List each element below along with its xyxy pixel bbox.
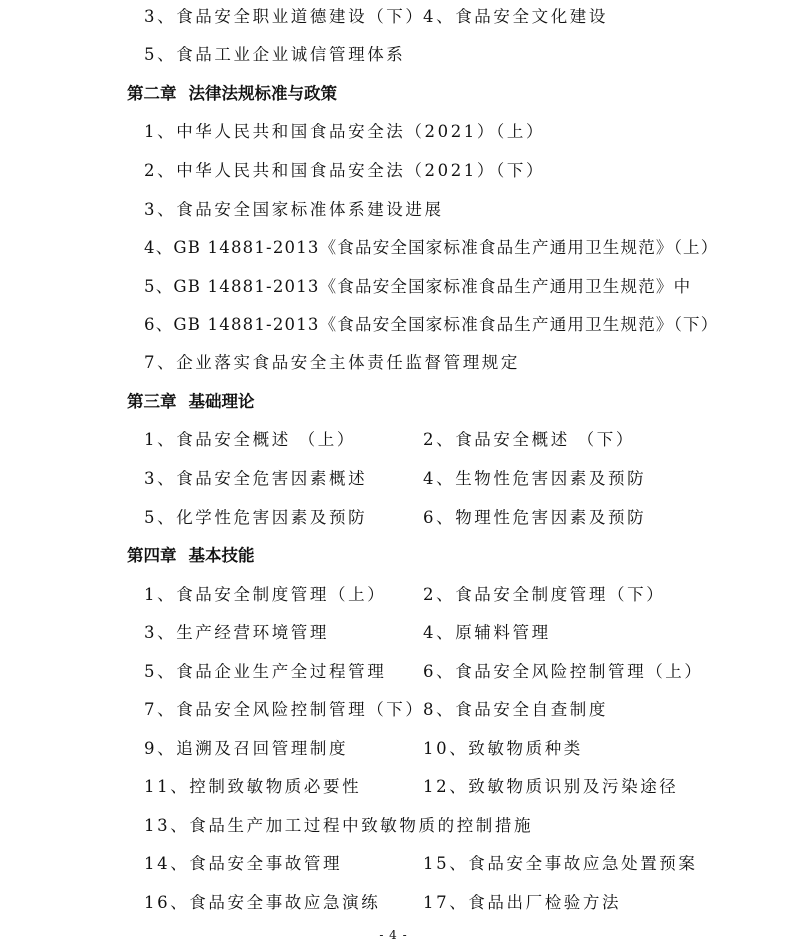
list-item: 11、控制致敏物质必要性 (144, 777, 362, 796)
list-item: 16、食品安全事故应急演练 (144, 893, 381, 912)
chapter-heading (127, 543, 255, 569)
list-item: 2、食品安全概述 （下） (423, 430, 635, 449)
list-item: 4、原辅料管理 (423, 623, 551, 642)
chapter-title: 基础理论 (188, 392, 255, 411)
chapter-title: 基本技能 (188, 546, 255, 565)
list-item: 12、致敏物质识别及污染途径 (423, 777, 679, 796)
list-item: 15、食品安全事故应急处置预案 (423, 854, 698, 873)
list-item: 5、食品企业生产全过程管理 (144, 662, 387, 681)
list-item: 3、食品安全职业道德建设（下） (144, 7, 425, 26)
list-item: 6、GB 14881-2013《食品安全国家标准食品生产通用卫生规范》（下） (144, 315, 719, 334)
list-item: 5、GB 14881-2013《食品安全国家标准食品生产通用卫生规范》中 (144, 277, 692, 296)
list-item: 9、追溯及召回管理制度 (144, 739, 349, 758)
chapter-number: 第二章 (127, 84, 177, 103)
list-item: 1、食品安全概述 （上） (144, 430, 356, 449)
list-item: 1、中华人民共和国食品安全法（2021）（上） (144, 122, 546, 141)
list-item: 6、食品安全风险控制管理（上） (423, 662, 704, 681)
list-item: 13、食品生产加工过程中致敏物质的控制措施 (144, 816, 534, 835)
list-item: 5、化学性危害因素及预防 (144, 508, 368, 527)
list-item: 4、生物性危害因素及预防 (423, 469, 647, 488)
list-item: 17、食品出厂检验方法 (423, 893, 622, 912)
list-item: 3、生产经营环境管理 (144, 623, 329, 642)
chapter-title: 法律法规标准与政策 (188, 84, 337, 103)
chapter-number: 第四章 (127, 546, 177, 565)
list-item: 5、食品工业企业诚信管理体系 (144, 45, 406, 64)
chapter-heading (127, 81, 337, 107)
list-item: 4、GB 14881-2013《食品安全国家标准食品生产通用卫生规范》（上） (144, 238, 719, 257)
list-item: 8、食品安全自查制度 (423, 700, 608, 719)
list-item: 7、企业落实食品安全主体责任监督管理规定 (144, 353, 520, 372)
chapter-number: 第三章 (127, 392, 177, 411)
list-item: 1、食品安全制度管理（上） (144, 585, 387, 604)
chapter-heading (127, 389, 255, 415)
list-item: 3、食品安全危害因素概述 (144, 469, 368, 488)
list-item: 2、中华人民共和国食品安全法（2021）（下） (144, 161, 546, 180)
list-item: 2、食品安全制度管理（下） (423, 585, 666, 604)
list-item: 6、物理性危害因素及预防 (423, 508, 647, 527)
list-item: 7、食品安全风险控制管理（下） (144, 700, 425, 719)
page-number: - 4 - (379, 928, 408, 942)
list-item: 14、食品安全事故管理 (144, 854, 343, 873)
list-item: 4、食品安全文化建设 (423, 7, 608, 26)
list-item: 3、食品安全国家标准体系建设进展 (144, 200, 444, 219)
list-item: 10、致敏物质种类 (423, 739, 583, 758)
